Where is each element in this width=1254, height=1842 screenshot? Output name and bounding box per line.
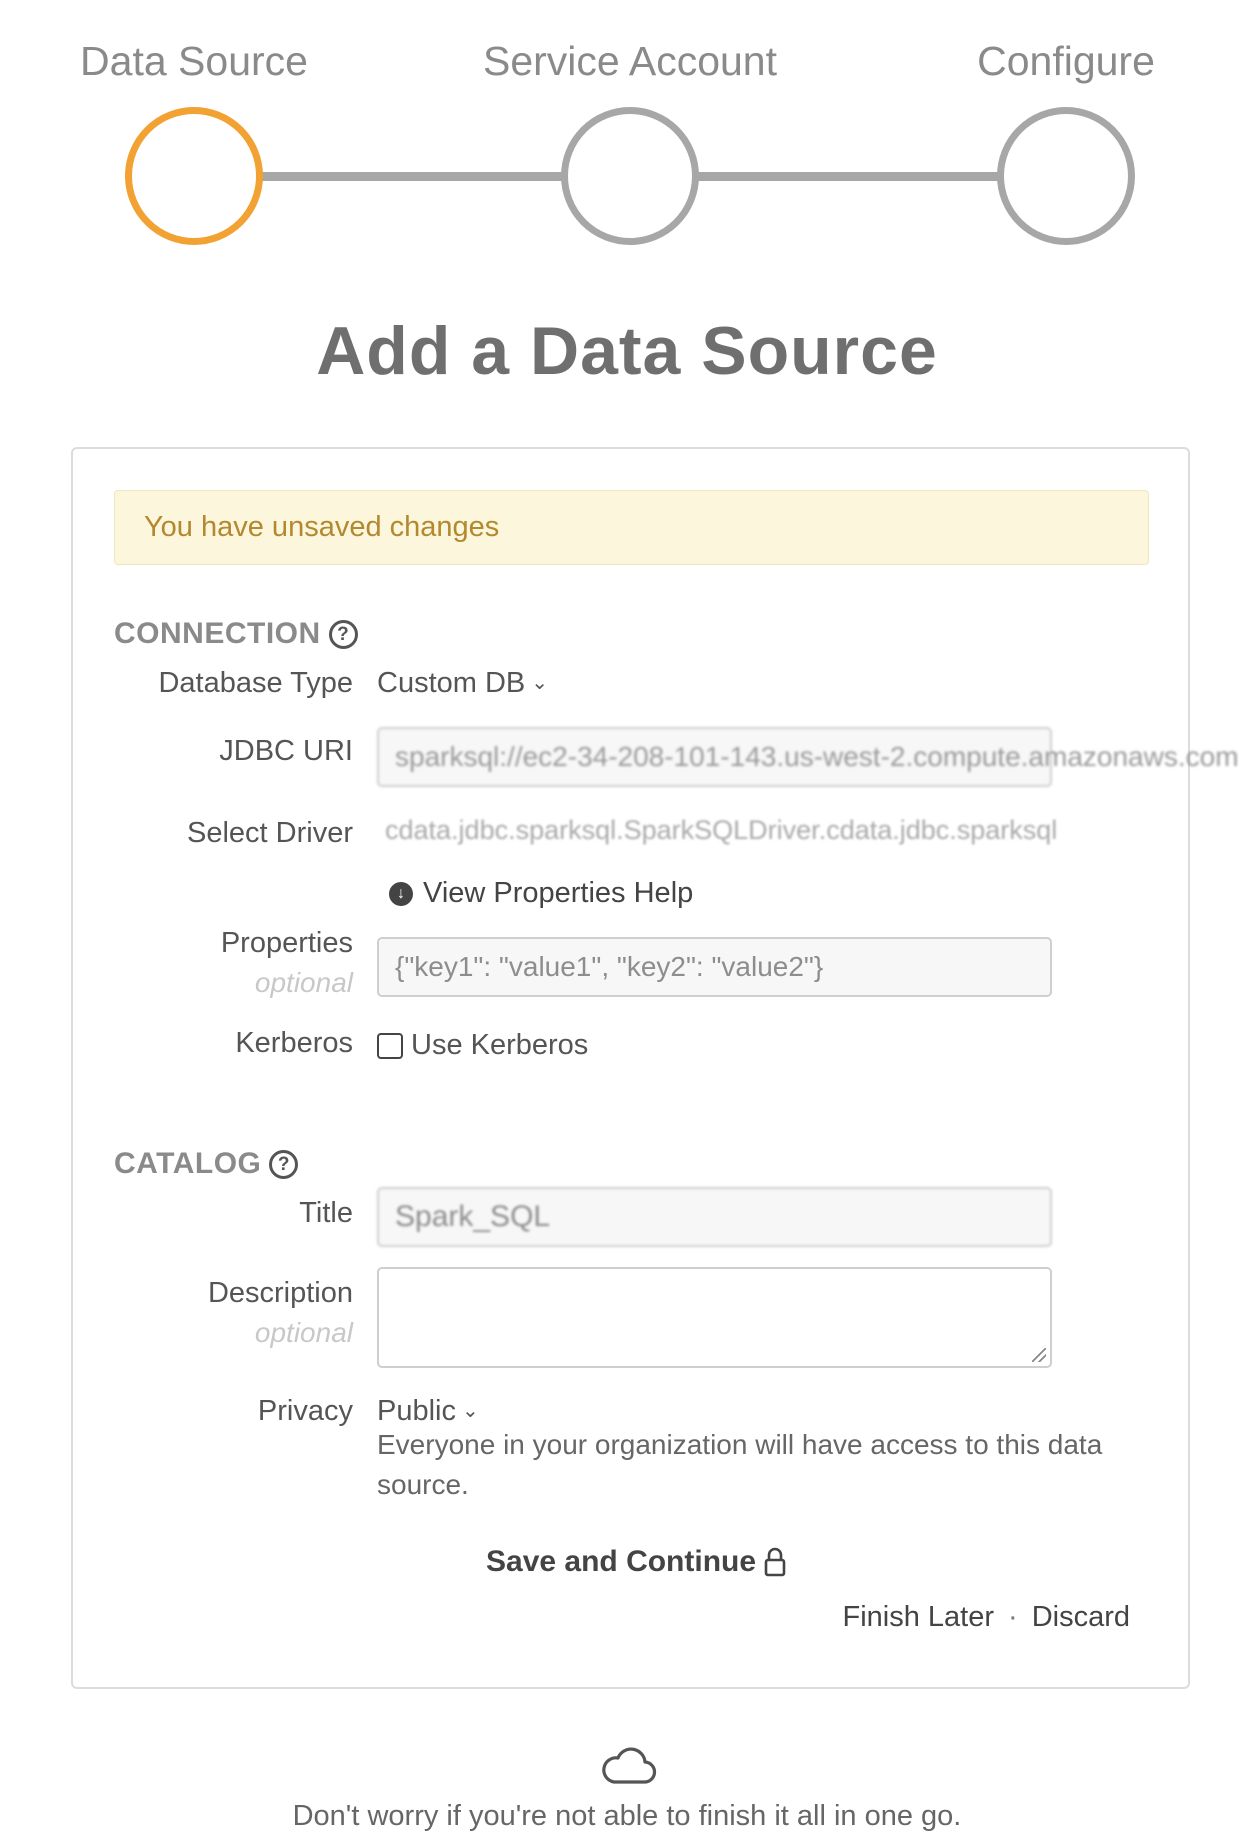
- unsaved-changes-alert: You have unsaved changes: [114, 490, 1149, 565]
- view-properties-help-link[interactable]: [389, 877, 693, 910]
- use-kerberos-option[interactable]: [377, 1029, 588, 1062]
- step-connector-2: [695, 172, 999, 181]
- data-source-form-card: [71, 447, 1239, 1689]
- chevron-down-icon: ⌄: [531, 672, 549, 694]
- catalog-heading: CATALOG: [114, 1147, 262, 1180]
- catalog-help-icon[interactable]: ?: [269, 1150, 298, 1179]
- title-label: Title: [299, 1197, 353, 1229]
- save-and-continue-label: Save and Continue: [486, 1545, 757, 1578]
- step-circle-service-account[interactable]: [561, 107, 699, 245]
- step-connector-1: [259, 172, 563, 181]
- description-optional-hint: optional: [254, 1317, 353, 1348]
- resize-handle-icon[interactable]: [1032, 1348, 1046, 1362]
- progress-stepper: [0, 0, 1254, 260]
- separator-dot: ·: [1008, 1601, 1018, 1633]
- view-properties-help-label: View Properties Help: [423, 877, 694, 909]
- use-kerberos-label: Use Kerberos: [411, 1029, 589, 1061]
- discard-link[interactable]: Discard: [1031, 1601, 1130, 1633]
- lock-icon: [764, 1547, 786, 1577]
- page-title: Add a Data Source: [316, 313, 938, 389]
- description-textarea[interactable]: [377, 1267, 1052, 1368]
- jdbc-uri-input[interactable]: sparksql://ec2-34-208-101-143.us-west-2.compute.amazonaws.com: [377, 727, 1052, 787]
- database-type-value: Custom DB: [377, 667, 526, 699]
- chevron-down-icon: ⌄: [462, 1400, 479, 1422]
- database-type-dropdown[interactable]: [377, 667, 548, 700]
- reassurance-note: Don't worry if you're not able to finish it all in one go.: [292, 1800, 962, 1832]
- connection-heading: CONNECTION: [114, 617, 321, 650]
- privacy-description: Everyone in your organization will have access to this data source.: [377, 1429, 1103, 1500]
- select-driver-value[interactable]: cdata.jdbc.sparksql.SparkSQLDriver.cdata.jdbc.sparksql: [385, 815, 1058, 845]
- use-kerberos-checkbox[interactable]: [377, 1033, 403, 1059]
- properties-optional-hint: optional: [254, 967, 353, 998]
- properties-input[interactable]: {"key1": "value1", "key2": "value2"}: [377, 937, 1052, 997]
- connection-help-icon[interactable]: ?: [329, 620, 358, 649]
- privacy-label: Privacy: [257, 1395, 353, 1427]
- connection-section-title: [114, 617, 358, 651]
- step-circle-data-source[interactable]: [125, 107, 263, 245]
- save-and-continue-button[interactable]: [486, 1545, 786, 1579]
- privacy-dropdown[interactable]: [377, 1395, 479, 1428]
- step-label-configure: Configure: [977, 38, 1155, 84]
- properties-label: Properties: [220, 927, 353, 959]
- privacy-value: Public: [377, 1395, 456, 1427]
- title-input[interactable]: Spark_SQL: [377, 1187, 1052, 1247]
- finish-later-link[interactable]: Finish Later: [842, 1601, 995, 1633]
- catalog-section-title: [114, 1147, 298, 1181]
- select-driver-label: Select Driver: [187, 817, 353, 849]
- download-circle-icon: ↓: [389, 882, 413, 906]
- footer-actions: [843, 1601, 1131, 1634]
- kerberos-label: Kerberos: [235, 1027, 353, 1059]
- step-label-service-account: Service Account: [483, 38, 777, 84]
- description-label: Description: [207, 1277, 353, 1309]
- step-label-data-source: Data Source: [80, 38, 308, 84]
- database-type-label: Database Type: [158, 667, 353, 699]
- jdbc-uri-label: JDBC URI: [219, 735, 353, 767]
- step-circle-configure[interactable]: [997, 107, 1135, 245]
- cloud-icon: [600, 1740, 656, 1786]
